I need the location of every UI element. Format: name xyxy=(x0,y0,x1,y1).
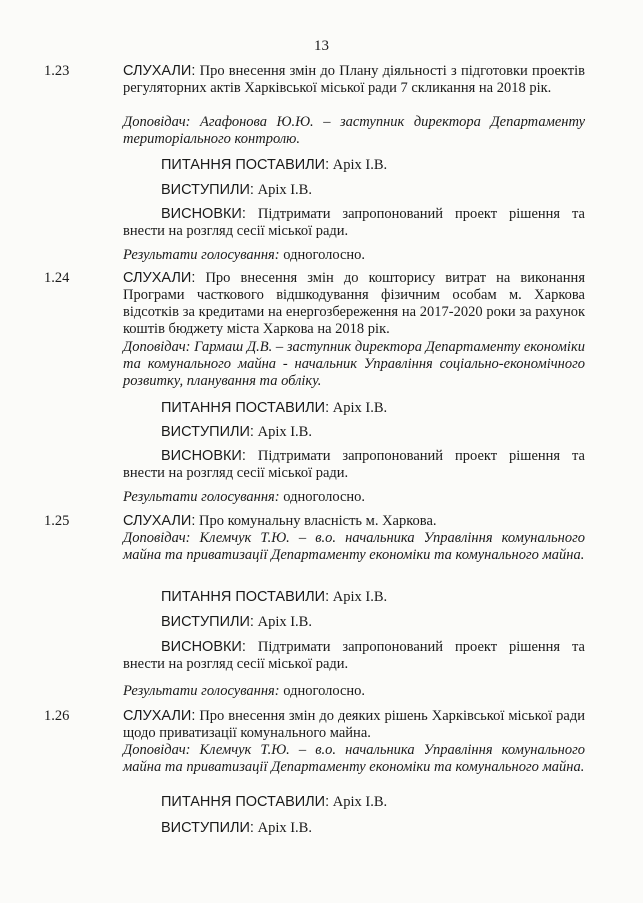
reporter-label: Доповідач: xyxy=(123,742,191,758)
questions-label: ПИТАННЯ ПОСТАВИЛИ: xyxy=(161,794,330,810)
item-number: 1.23 xyxy=(44,63,70,79)
heard-label: СЛУХАЛИ: xyxy=(123,270,196,286)
item-number: 1.24 xyxy=(44,270,70,286)
heard-paragraph xyxy=(123,513,585,530)
reporter-paragraph xyxy=(123,114,585,148)
reporter-paragraph xyxy=(123,530,585,564)
conclusions-paragraph xyxy=(123,448,585,482)
vote-text: одноголосно. xyxy=(279,683,366,699)
conclusions-text: Підтримати запропонований проект рішення та внести на розгляд сесії міської ради. xyxy=(123,639,585,672)
reporter-paragraph xyxy=(123,742,585,776)
conclusions-label: ВИСНОВКИ: xyxy=(161,639,246,655)
questions-text: Аріх І.В. xyxy=(329,400,388,416)
spoke-label: ВИСТУПИЛИ: xyxy=(161,614,254,630)
questions-label: ПИТАННЯ ПОСТАВИЛИ: xyxy=(161,589,330,605)
conclusions-label: ВИСНОВКИ: xyxy=(161,448,246,464)
heard-label: СЛУХАЛИ: xyxy=(123,513,196,529)
vote-label: Результати голосування: xyxy=(123,247,280,263)
heard-text: Про внесення змін до кошторису витрат на виконання Програми часткового відшкодування фізичним особам м. Харкова відсотків за кредитами на енергозбереження на 2017-2020 роки за рахунок коштів бюджету міста Харкова на 2018 рік. xyxy=(123,270,585,337)
reporter-label: Доповідач: xyxy=(123,339,191,355)
spoke-text: Аріх І.В. xyxy=(253,614,312,630)
spoke-label: ВИСТУПИЛИ: xyxy=(161,820,254,836)
page-number: 13 xyxy=(314,38,329,54)
spoke-text: Аріх І.В. xyxy=(253,182,312,198)
vote-label: Результати голосування: xyxy=(123,683,280,699)
vote-text: одноголосно. xyxy=(279,489,366,505)
questions-line xyxy=(161,400,585,417)
questions-text: Аріх І.В. xyxy=(329,589,388,605)
spoke-line xyxy=(161,182,585,199)
heard-label: СЛУХАЛИ: xyxy=(123,708,196,724)
reporter-text: Гармаш Д.В. – заступник директора Департаменту економіки та комунального майна - начальник Управління соціально-економічного розвитку, планування та обліку. xyxy=(123,339,585,389)
spoke-label: ВИСТУПИЛИ: xyxy=(161,424,254,440)
spoke-label: ВИСТУПИЛИ: xyxy=(161,182,254,198)
conclusions-paragraph xyxy=(123,206,585,240)
reporter-text: Клемчук Т.Ю. – в.о. начальника Управління комунального майна та приватизації Департаменту економіки та комунального майна. xyxy=(123,742,585,775)
heard-text: Про комунальну власність м. Харкова. xyxy=(195,513,437,529)
vote-label: Результати голосування: xyxy=(123,489,280,505)
heard-label: СЛУХАЛИ: xyxy=(123,63,196,79)
reporter-text: Клемчук Т.Ю. – в.о. начальника Управління комунального майна та приватизації Департаменту економіки та комунального майна. xyxy=(123,530,585,563)
conclusions-text: Підтримати запропонований проект рішення та внести на розгляд сесії міської ради. xyxy=(123,206,585,239)
item-number: 1.25 xyxy=(44,513,70,529)
questions-line xyxy=(161,794,585,811)
conclusions-text: Підтримати запропонований проект рішення та внести на розгляд сесії міської ради. xyxy=(123,448,585,481)
conclusions-label: ВИСНОВКИ: xyxy=(161,206,246,222)
heard-text: Про внесення змін до Плану діяльності з підготовки проектів регуляторних актів Харківської міської ради 7 скликання на 2018 рік. xyxy=(123,63,585,96)
reporter-label: Доповідач: xyxy=(123,114,191,130)
heard-paragraph xyxy=(123,270,585,338)
reporter-label: Доповідач: xyxy=(123,530,191,546)
questions-line xyxy=(161,157,585,174)
questions-line xyxy=(161,589,585,606)
spoke-line xyxy=(161,614,585,631)
spoke-text: Аріх І.В. xyxy=(253,820,312,836)
questions-text: Аріх І.В. xyxy=(329,157,388,173)
questions-label: ПИТАННЯ ПОСТАВИЛИ: xyxy=(161,157,330,173)
spoke-line xyxy=(161,820,585,837)
heard-paragraph xyxy=(123,708,585,742)
spoke-text: Аріх І.В. xyxy=(253,424,312,440)
reporter-text: Агафонова Ю.Ю. – заступник директора Департаменту територіального контролю. xyxy=(123,114,585,147)
vote-line xyxy=(123,683,585,700)
vote-line xyxy=(123,247,585,264)
spoke-line xyxy=(161,424,585,441)
questions-text: Аріх І.В. xyxy=(329,794,388,810)
vote-line xyxy=(123,489,585,506)
heard-text: Про внесення змін до деяких рішень Харківської міської ради щодо приватизації комунального майна. xyxy=(123,708,585,741)
questions-label: ПИТАННЯ ПОСТАВИЛИ: xyxy=(161,400,330,416)
reporter-paragraph xyxy=(123,339,585,390)
heard-paragraph xyxy=(123,63,585,97)
item-number: 1.26 xyxy=(44,708,70,724)
conclusions-paragraph xyxy=(123,639,585,673)
vote-text: одноголосно. xyxy=(279,247,366,263)
